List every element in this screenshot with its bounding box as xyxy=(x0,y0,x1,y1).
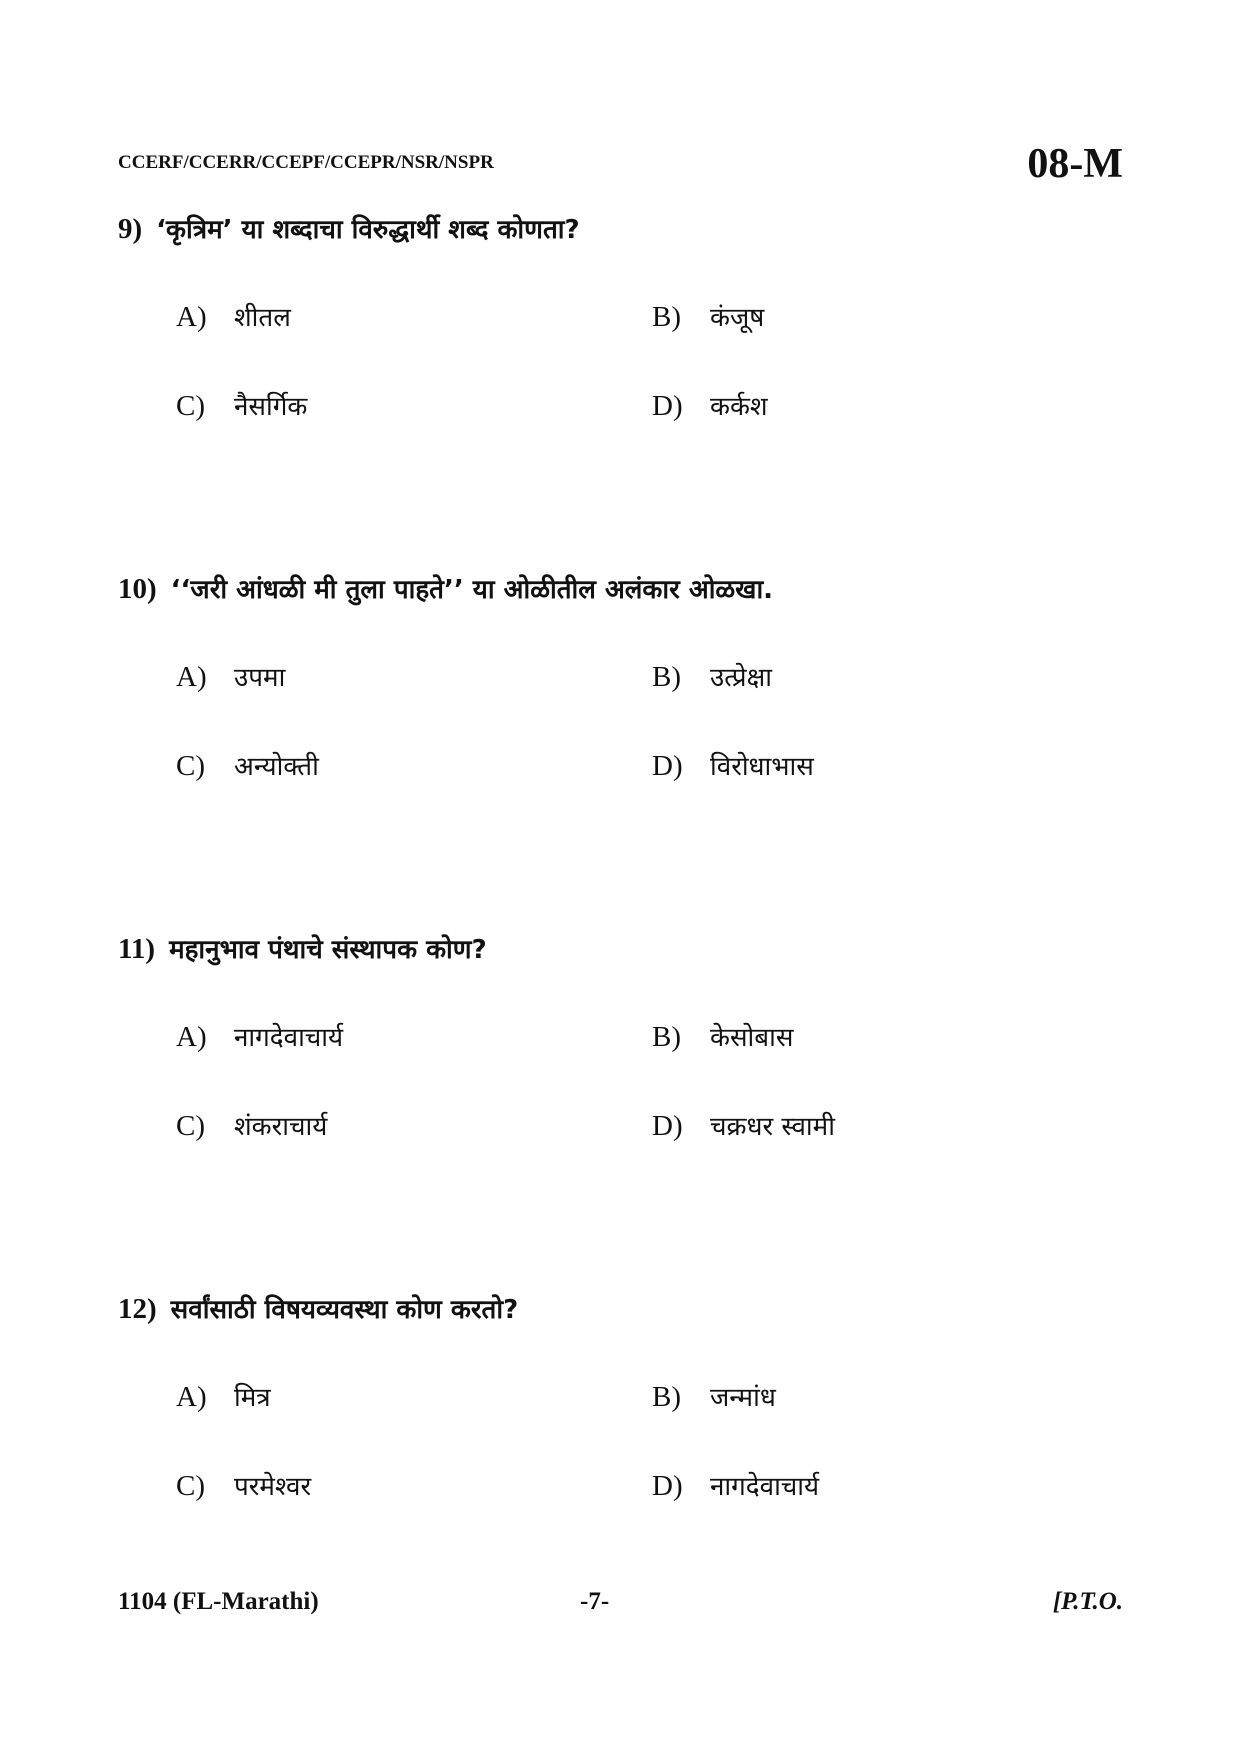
option-text: मित्र xyxy=(234,1383,271,1413)
page-number: -7- xyxy=(580,1588,610,1615)
option-b xyxy=(652,1378,776,1414)
question-text: सर्वांसाठी विषयव्यवस्था कोण करतो? xyxy=(170,1295,519,1325)
option-letter: A) xyxy=(176,301,207,333)
option-letter: D) xyxy=(652,390,683,422)
option-d xyxy=(652,747,814,783)
set-code: 08-M xyxy=(1027,141,1123,187)
option-text: अन्योक्ती xyxy=(234,752,319,782)
paper-code: CCERF/CCERR/CCEPF/CCEPR/NSR/NSPR xyxy=(118,152,494,173)
question-11 xyxy=(118,930,1128,1142)
question-9 xyxy=(118,210,1128,422)
question-text: ‘‘जरी आंधळी मी तुला पाहते’’ या ओळीतील अलंकार ओळखा. xyxy=(170,575,774,605)
option-text: कंजूष xyxy=(710,303,765,333)
question-text: ‘कृत्रिम’ या शब्दाचा विरुद्धार्थी शब्द कोणता? xyxy=(156,215,580,245)
option-letter: B) xyxy=(652,1381,681,1413)
pto-note: [P.T.O. xyxy=(1052,1588,1123,1615)
question-10 xyxy=(118,570,1128,782)
option-letter: D) xyxy=(652,1470,683,1502)
option-text: नागदेवाचार्य xyxy=(710,1472,820,1502)
option-a xyxy=(176,298,291,334)
option-letter: A) xyxy=(176,1381,207,1413)
option-a xyxy=(176,1378,271,1414)
option-letter: D) xyxy=(652,1110,683,1142)
option-text: नैसर्गिक xyxy=(234,392,308,422)
option-letter: A) xyxy=(176,1021,207,1053)
option-text: चक्रधर स्वामी xyxy=(710,1112,835,1142)
option-letter: B) xyxy=(652,661,681,693)
option-text: कर्कश xyxy=(710,392,768,422)
option-c xyxy=(176,747,319,783)
option-text: उत्प्रेक्षा xyxy=(710,663,772,693)
option-d xyxy=(652,387,768,423)
question-number: 11) xyxy=(118,933,156,965)
option-b xyxy=(652,658,772,694)
option-b xyxy=(652,1018,793,1054)
option-letter: C) xyxy=(176,1470,205,1502)
option-letter: C) xyxy=(176,750,205,782)
option-text: नागदेवाचार्य xyxy=(234,1023,344,1053)
option-b xyxy=(652,298,764,334)
option-c xyxy=(176,1107,327,1143)
option-text: केसोबास xyxy=(710,1023,794,1053)
option-c xyxy=(176,387,307,423)
option-text: शीतल xyxy=(234,303,291,333)
option-letter: D) xyxy=(652,750,683,782)
option-text: परमेश्वर xyxy=(234,1472,312,1502)
footer-paper-code: 1104 (FL-Marathi) xyxy=(118,1588,319,1615)
option-letter: C) xyxy=(176,390,205,422)
option-letter: C) xyxy=(176,1110,205,1142)
option-letter: A) xyxy=(176,661,207,693)
option-a xyxy=(176,1018,343,1054)
question-number: 12) xyxy=(118,1293,157,1325)
option-text: जन्मांध xyxy=(710,1383,776,1413)
option-c xyxy=(176,1467,311,1503)
question-12 xyxy=(118,1290,1128,1502)
option-a xyxy=(176,658,285,694)
option-letter: B) xyxy=(652,1021,681,1053)
option-text: विरोधाभास xyxy=(710,752,814,782)
option-text: शंकराचार्य xyxy=(234,1112,328,1142)
option-letter: B) xyxy=(652,301,681,333)
question-text: महानुभाव पंथाचे संस्थापक कोण? xyxy=(169,935,487,965)
question-number: 9) xyxy=(118,213,143,245)
option-d xyxy=(652,1467,819,1503)
option-d xyxy=(652,1107,835,1143)
question-number: 10) xyxy=(118,573,157,605)
option-text: उपमा xyxy=(234,663,286,693)
